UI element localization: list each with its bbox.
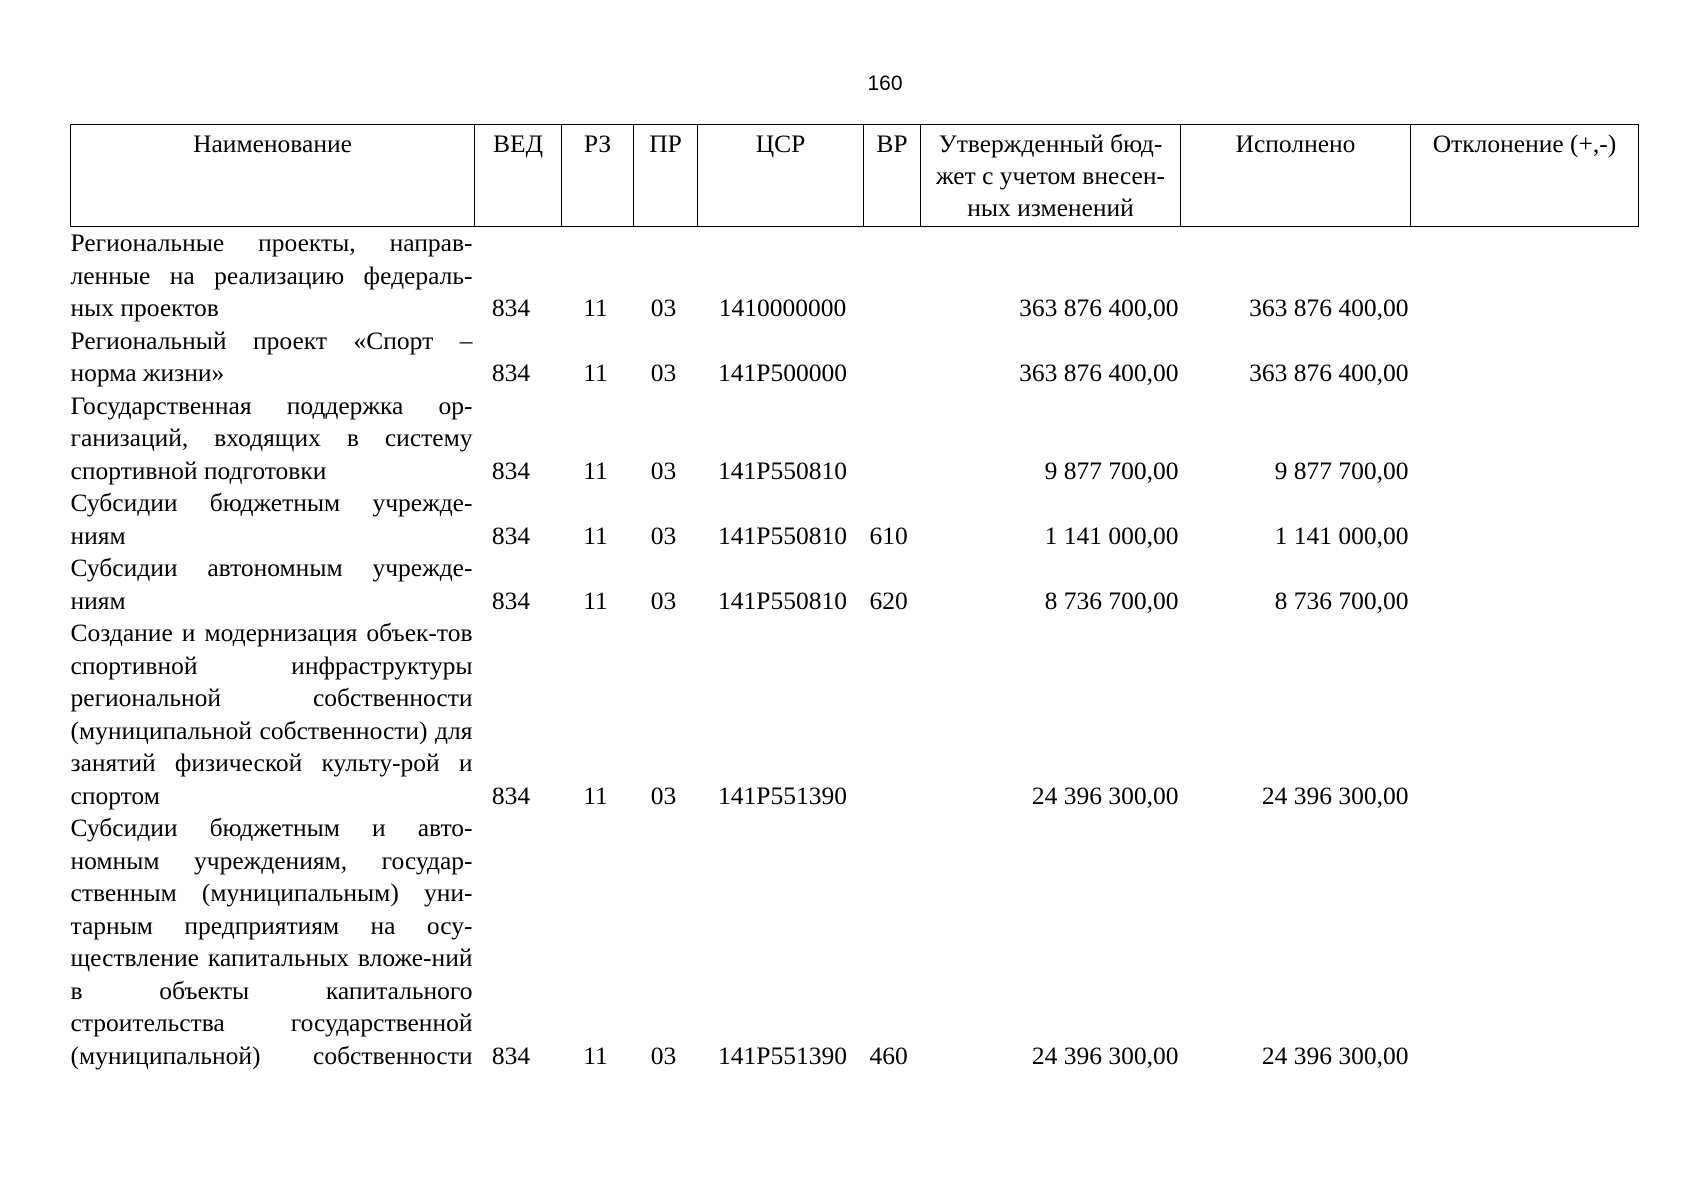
- row-csr: 141P551390: [718, 1040, 847, 1070]
- row-plan: 8 736 700,00: [1044, 585, 1179, 615]
- page-number: 160: [867, 72, 903, 95]
- row-executed: 8 736 700,00: [1274, 585, 1409, 615]
- row-csr: 1410000000: [718, 293, 847, 322]
- row-plan: 9 877 700,00: [1044, 455, 1179, 485]
- row-plan: 24 396 300,00: [1031, 1040, 1179, 1070]
- header-executed: Исполнено: [1181, 125, 1411, 227]
- table-header: [71, 125, 1639, 227]
- row-vr: 610: [869, 520, 908, 550]
- row-csr: 141P550810: [718, 585, 847, 615]
- row-plan: 363 876 400,00: [1019, 293, 1179, 322]
- row-vr: [864, 227, 921, 325]
- header-name: Наименование: [71, 125, 475, 227]
- row-plan: 363 876 400,00: [1019, 358, 1179, 387]
- header-csr: ЦСР: [698, 125, 864, 227]
- header-ved: ВЕД: [475, 125, 562, 227]
- row-plan: 24 396 300,00: [1031, 780, 1179, 810]
- row-deviation: [1411, 487, 1639, 552]
- row-ved: 834: [491, 1040, 531, 1070]
- row-deviation: [1411, 552, 1639, 617]
- row-csr: 141P500000: [718, 358, 847, 387]
- row-name: Субсидии бюджетным и авто-номным учреждениям, государ-ственным (муниципальным) уни-тарным предприятиям на осу-ществление капитальных вложе-ний в объекты капитального строительства государственной (муниципальной) собственности: [70, 813, 473, 1070]
- budget-table: [70, 124, 1639, 1072]
- table-row: [71, 617, 1639, 812]
- header-rz: РЗ: [562, 125, 634, 227]
- row-pr: 03: [650, 455, 677, 485]
- row-deviation: [1411, 325, 1639, 390]
- row-ved: 834: [491, 585, 531, 615]
- header-vr: ВР: [864, 125, 921, 227]
- row-vr: [864, 617, 921, 812]
- row-ved: 834: [491, 455, 531, 485]
- table-row: [71, 487, 1639, 552]
- header-plan: Утвержденный бюд-жет с учетом внесен-ных изменений: [921, 125, 1181, 227]
- row-deviation: [1411, 390, 1639, 488]
- row-rz: 11: [583, 293, 608, 322]
- row-pr: 03: [650, 293, 677, 322]
- row-pr: 03: [650, 358, 677, 387]
- row-executed: 363 876 400,00: [1249, 358, 1409, 387]
- row-plan: 1 141 000,00: [1044, 520, 1179, 550]
- row-vr: [864, 325, 921, 390]
- row-deviation: [1411, 617, 1639, 812]
- row-pr: 03: [650, 585, 677, 615]
- row-executed: 1 141 000,00: [1274, 520, 1409, 550]
- row-rz: 11: [583, 585, 608, 615]
- table-row: [71, 812, 1639, 1072]
- table-row: [71, 390, 1639, 488]
- header-pr: ПР: [634, 125, 698, 227]
- table-row: [71, 227, 1639, 325]
- row-csr: 141P551390: [718, 780, 847, 810]
- row-rz: 11: [583, 520, 608, 550]
- row-vr: 620: [869, 585, 908, 615]
- row-rz: 11: [583, 1040, 608, 1070]
- table-body: [71, 227, 1639, 1073]
- row-executed: 363 876 400,00: [1249, 293, 1409, 322]
- row-rz: 11: [583, 455, 608, 485]
- row-ved: 834: [491, 520, 531, 550]
- row-name: Государственная поддержка ор-ганизаций, входящих в систему спортивной подготовки: [70, 390, 473, 485]
- row-executed: 9 877 700,00: [1274, 455, 1409, 485]
- row-deviation: [1411, 812, 1639, 1072]
- row-vr: 460: [869, 1040, 908, 1070]
- row-executed: 24 396 300,00: [1261, 780, 1409, 810]
- header-row: [71, 125, 1639, 227]
- row-csr: 141P550810: [718, 520, 847, 550]
- table-row: [71, 325, 1639, 390]
- row-pr: 03: [650, 1040, 677, 1070]
- row-vr: [864, 390, 921, 488]
- row-pr: 03: [650, 520, 677, 550]
- row-csr: 141P550810: [718, 455, 847, 485]
- row-ved: 834: [491, 358, 531, 387]
- header-deviation: Отклонение (+,-): [1411, 125, 1639, 227]
- table-row: [71, 552, 1639, 617]
- row-pr: 03: [650, 780, 677, 810]
- row-rz: 11: [583, 358, 608, 387]
- row-name: Создание и модернизация объек-тов спортивной инфраструктуры региональной собственности (муниципальной собственности) для занятий физической культу-рой и спортом: [70, 618, 473, 810]
- row-name: Региональный проект «Спорт – норма жизни»: [70, 325, 473, 387]
- row-ved: 834: [491, 780, 531, 810]
- row-executed: 24 396 300,00: [1261, 1040, 1409, 1070]
- row-name: Субсидии бюджетным учрежде-ниям: [70, 488, 473, 550]
- row-name: Субсидии автономным учрежде-ниям: [70, 553, 473, 615]
- row-deviation: [1411, 227, 1639, 325]
- row-ved: 834: [491, 293, 531, 322]
- row-name: Региональные проекты, направ-ленные на реализацию федераль-ных проектов: [70, 228, 473, 322]
- row-rz: 11: [583, 780, 608, 810]
